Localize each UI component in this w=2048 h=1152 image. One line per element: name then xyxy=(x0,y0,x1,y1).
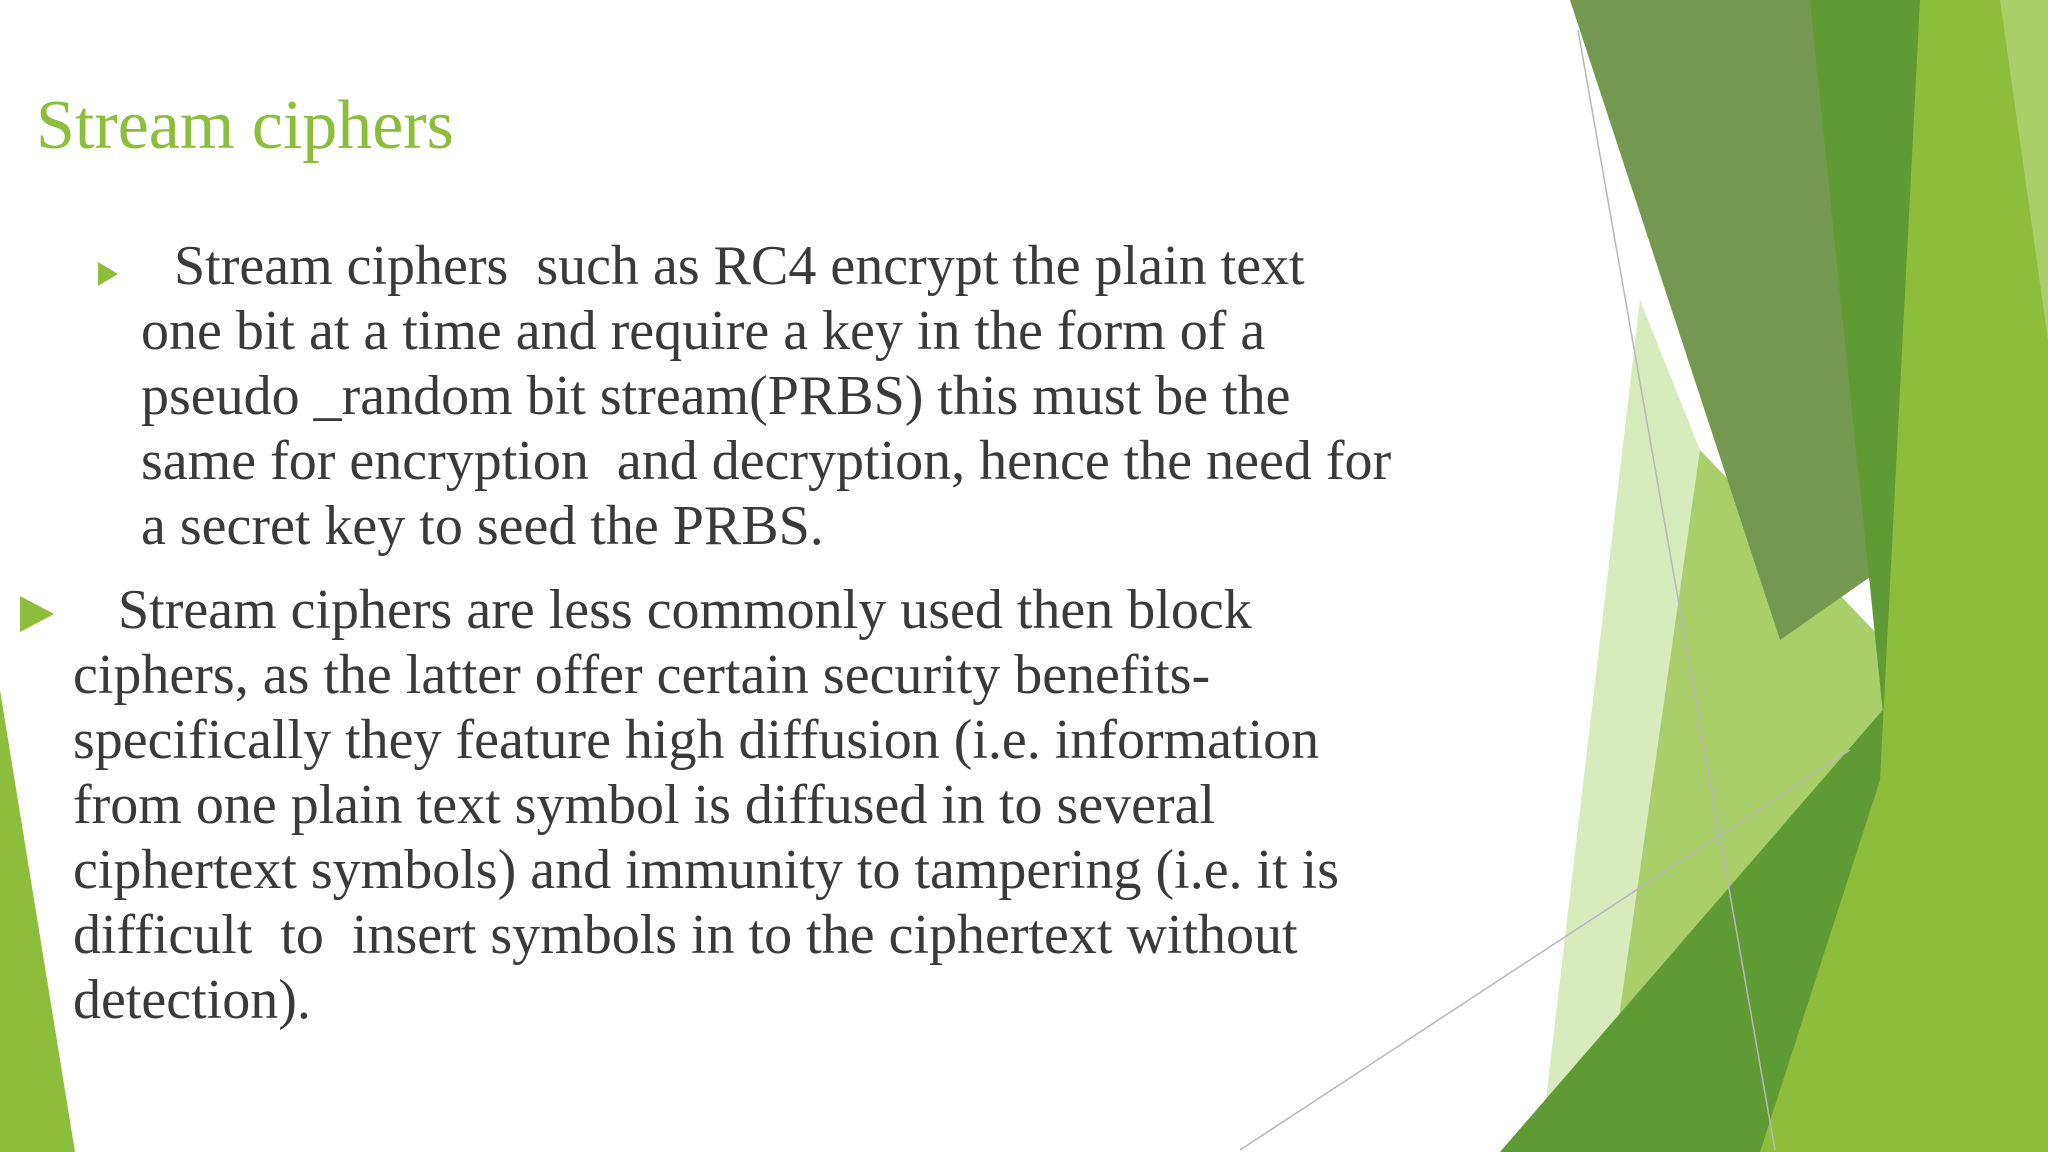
triangle-bullet-icon xyxy=(20,596,54,632)
bullet-line: detection). xyxy=(73,969,311,1031)
bullet-item xyxy=(141,234,1521,559)
bullet-item xyxy=(73,578,1473,1033)
left-green-sliver xyxy=(0,690,75,1152)
bullet-line: ciphertext symbols) and immunity to tampering (i.e. it is xyxy=(73,839,1340,901)
bullet-line: pseudo _random bit stream(PRBS) this must be the xyxy=(141,365,1291,427)
bullet-line: from one plain text symbol is diffused in to several xyxy=(73,774,1216,836)
bullet-line: difficult to insert symbols in to the ciphertext without xyxy=(73,904,1298,966)
slide-title: Stream ciphers xyxy=(36,87,454,164)
bullet-line: one bit at a time and require a key in the form of a xyxy=(141,300,1266,362)
bullet-line: Stream ciphers such as RC4 encrypt the plain text xyxy=(174,235,1305,297)
bullet-line: ciphers, as the latter offer certain security benefits- xyxy=(73,644,1211,706)
bullet-line: same for encryption and decryption, hence the need for xyxy=(141,430,1392,492)
bullet-line: Stream ciphers are less commonly used then block xyxy=(118,579,1252,641)
bullet-line: specifically they feature high diffusion (i.e. information xyxy=(73,709,1320,771)
triangle-bullet-icon xyxy=(98,262,118,286)
bullet-line: a secret key to seed the PRBS. xyxy=(141,495,824,557)
